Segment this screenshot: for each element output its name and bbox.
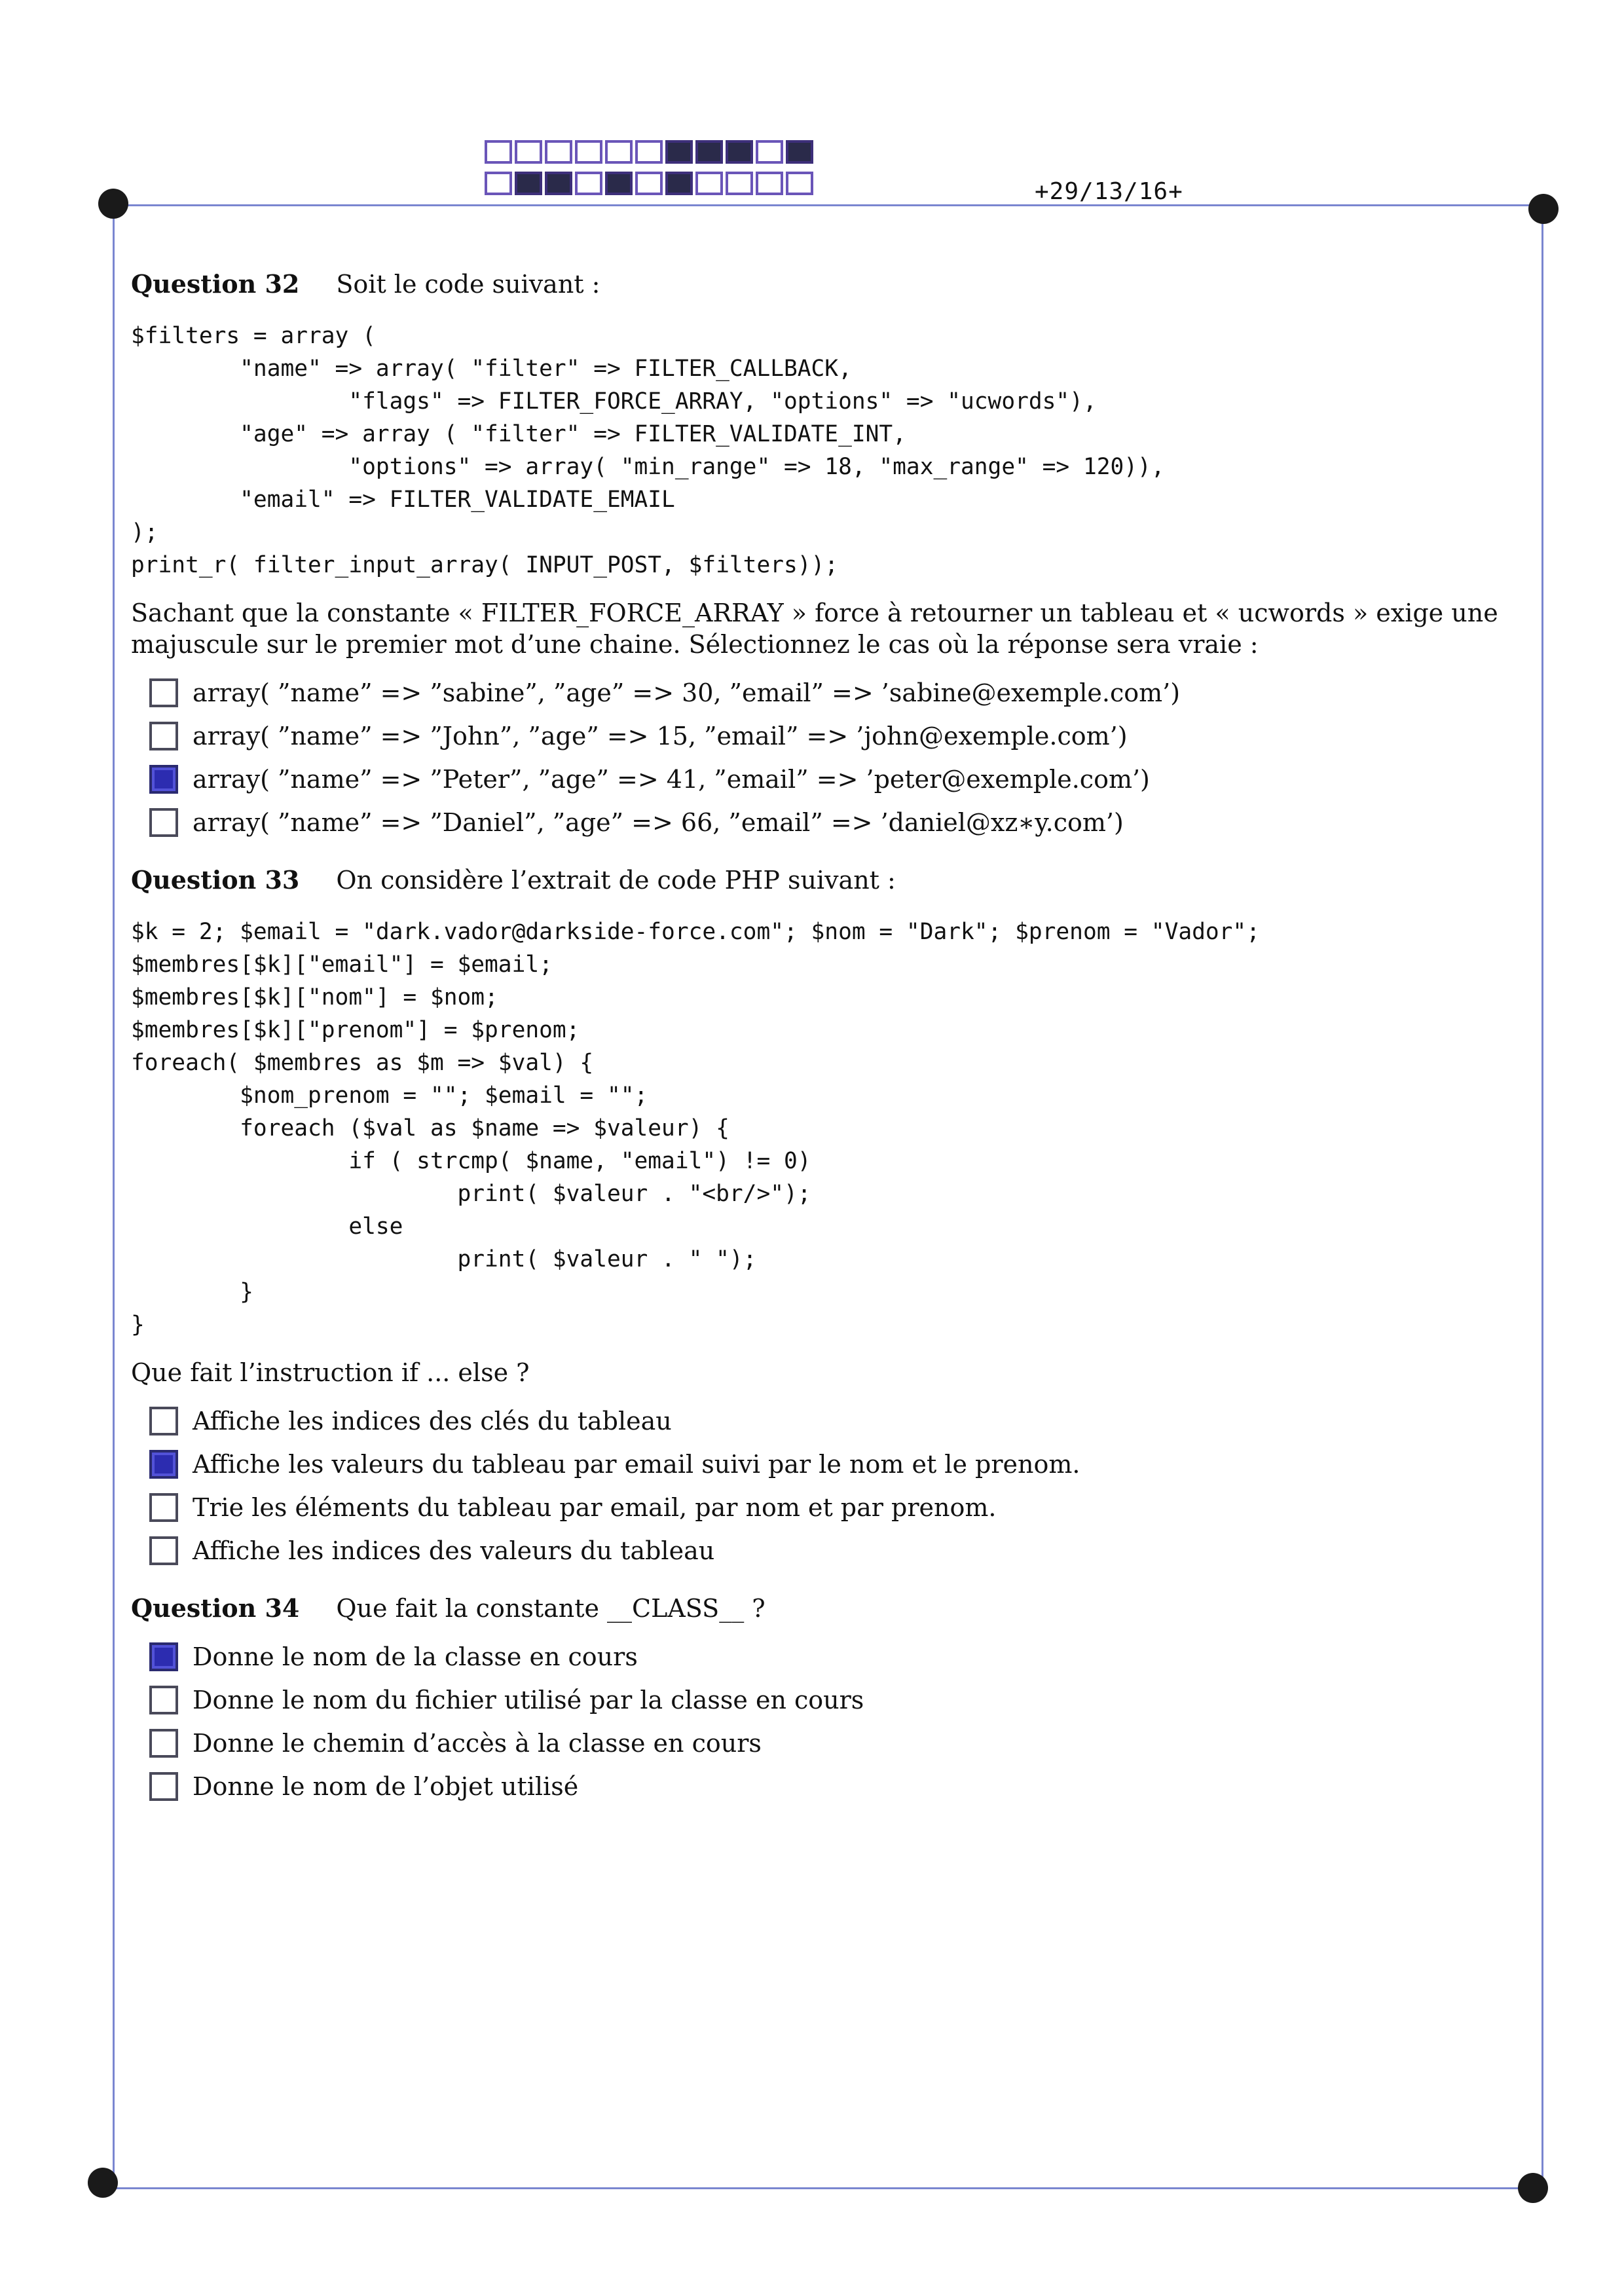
answer-option[interactable] xyxy=(149,764,1545,795)
answer-label: array( ”name” => ”Daniel”, ”age” => 66, ”email” => ’daniel@xz∗y.com’) xyxy=(193,808,1124,837)
answer-option[interactable] xyxy=(149,1641,1545,1673)
answer-checkbox[interactable] xyxy=(149,678,178,707)
question-number: Question 34 xyxy=(131,1593,300,1623)
answer-option[interactable] xyxy=(149,1405,1545,1437)
barcode-cell xyxy=(575,140,602,164)
question-33 xyxy=(131,864,1545,1566)
barcode-cell xyxy=(635,140,663,164)
barcode-cell xyxy=(515,140,542,164)
answer-option[interactable] xyxy=(149,720,1545,752)
question-prompt: Que fait la constante __CLASS__ ? xyxy=(336,1594,766,1623)
answer-checkbox[interactable] xyxy=(149,1407,178,1435)
answer-label: array( ”name” => ”Peter”, ”age” => 41, ”email” => ’peter@exemple.com’) xyxy=(193,765,1150,794)
answer-checkbox[interactable] xyxy=(149,808,178,837)
barcode-cell xyxy=(756,140,783,164)
answer-checkbox[interactable] xyxy=(149,1493,178,1522)
barcode-cell xyxy=(605,172,633,195)
question-header xyxy=(131,864,1545,896)
frame-bottom-line xyxy=(113,2187,1544,2189)
answer-checkbox[interactable] xyxy=(149,722,178,750)
barcode-cell xyxy=(635,172,663,195)
barcode-cell xyxy=(665,172,693,195)
answer-checkbox[interactable] xyxy=(149,1772,178,1801)
answer-option[interactable] xyxy=(149,1449,1545,1480)
barcode-cell xyxy=(786,172,813,195)
corner-marker-top-right xyxy=(1528,194,1559,224)
question-prompt: Soit le code suivant : xyxy=(336,270,600,299)
answer-label: Affiche les indices des clés du tableau xyxy=(193,1407,672,1435)
barcode-row-1 xyxy=(485,140,813,164)
barcode-cell xyxy=(515,172,542,195)
corner-marker-bottom-left xyxy=(88,2168,118,2198)
code-block: $k = 2; $email = "dark.vador@darkside-force.com"; $nom = "Dark"; $prenom = "Vador"; $membres[$k]["email"] = $email; $membres[$k]["nom"] = $nom; $membres[$k]["prenom"] = $prenom; foreach( $membres as $m => $val) { $nom_prenom = ""; $email = ""; foreach ($val as $name => $valeur) { if ( strcmp( $name, "email") != 0) print( $valeur . "<br/>"); else print( $valeur . " "); } } xyxy=(131,919,1260,1338)
barcode-cell xyxy=(695,172,723,195)
question-number: Question 33 xyxy=(131,865,300,895)
answer-checkbox[interactable] xyxy=(149,1536,178,1565)
answer-checkbox[interactable] xyxy=(149,1729,178,1758)
barcode-cell xyxy=(545,140,572,164)
barcode-cell xyxy=(665,140,693,164)
barcode-cell xyxy=(726,172,753,195)
answer-options xyxy=(149,1405,1545,1566)
question-prompt: On considère l’extrait de code PHP suivant : xyxy=(336,866,896,895)
answer-label: array( ”name” => ”John”, ”age” => 15, ”email” => ’john@exemple.com’) xyxy=(193,722,1128,750)
question-text: Que fait l’instruction if ... else ? xyxy=(131,1358,530,1387)
barcode-cell xyxy=(485,140,512,164)
answer-label: Affiche les valeurs du tableau par email suivi par le nom et le prenom. xyxy=(193,1450,1080,1479)
barcode-cell xyxy=(756,172,783,195)
answer-option[interactable] xyxy=(149,1771,1545,1802)
answer-label: array( ”name” => ”sabine”, ”age” => 30, ”email” => ’sabine@exemple.com’) xyxy=(193,678,1181,707)
answer-options xyxy=(149,1641,1545,1802)
answer-option[interactable] xyxy=(149,1535,1545,1566)
barcode-row-2 xyxy=(485,172,813,195)
barcode-cell xyxy=(485,172,512,195)
question-34 xyxy=(131,1593,1545,1802)
barcode-cell xyxy=(605,140,633,164)
barcode-cell xyxy=(786,140,813,164)
frame-left-line xyxy=(113,204,115,2189)
answer-checkbox[interactable] xyxy=(149,1642,178,1671)
answer-checkbox[interactable] xyxy=(149,1686,178,1714)
answer-label: Donne le nom de l’objet utilisé xyxy=(193,1772,579,1801)
code-block: $filters = array ( "name" => array( "filter" => FILTER_CALLBACK, "flags" => FILTER_FORCE_ARRAY, "options" => "ucwords"), "age" => array ( "filter" => FILTER_VALIDATE_INT, "options" => array( "min_range" => 18, "max_range" => 120)), "email" => FILTER_VALIDATE_EMAIL ); print_r( filter_input_array( INPUT_POST, $filters)); xyxy=(131,323,1165,578)
answer-option[interactable] xyxy=(149,1684,1545,1716)
answer-option[interactable] xyxy=(149,1492,1545,1523)
answer-label: Donne le nom de la classe en cours xyxy=(193,1642,638,1671)
page-code: +29/13/16+ xyxy=(1035,178,1183,205)
answer-option[interactable] xyxy=(149,807,1545,838)
barcode-cell xyxy=(545,172,572,195)
page-content xyxy=(131,268,1545,1828)
question-32 xyxy=(131,268,1545,838)
barcode-cell xyxy=(695,140,723,164)
corner-marker-bottom-right xyxy=(1518,2173,1548,2203)
answer-label: Donne le chemin d’accès à la classe en cours xyxy=(193,1729,762,1758)
question-header xyxy=(131,1593,1545,1624)
question-header xyxy=(131,268,1545,300)
corner-marker-top-left xyxy=(98,189,128,219)
answer-option[interactable] xyxy=(149,1728,1545,1759)
barcode-cell xyxy=(726,140,753,164)
answer-option[interactable] xyxy=(149,677,1545,709)
answer-label: Donne le nom du fichier utilisé par la classe en cours xyxy=(193,1686,864,1714)
answer-label: Trie les éléments du tableau par email, par nom et par prenom. xyxy=(193,1493,997,1522)
answer-checkbox[interactable] xyxy=(149,765,178,794)
question-text: Sachant que la constante « FILTER_FORCE_ARRAY » force à retourner un tableau et « ucwords » exige une majuscule sur le premier mot d’une chaine. Sélectionnez le cas où la réponse sera vraie : xyxy=(131,599,1498,659)
barcode-cell xyxy=(575,172,602,195)
answer-options xyxy=(149,677,1545,838)
answer-label: Affiche les indices des valeurs du tableau xyxy=(193,1536,715,1565)
answer-checkbox[interactable] xyxy=(149,1450,178,1479)
question-number: Question 32 xyxy=(131,269,300,299)
frame-top-line xyxy=(113,204,1544,206)
